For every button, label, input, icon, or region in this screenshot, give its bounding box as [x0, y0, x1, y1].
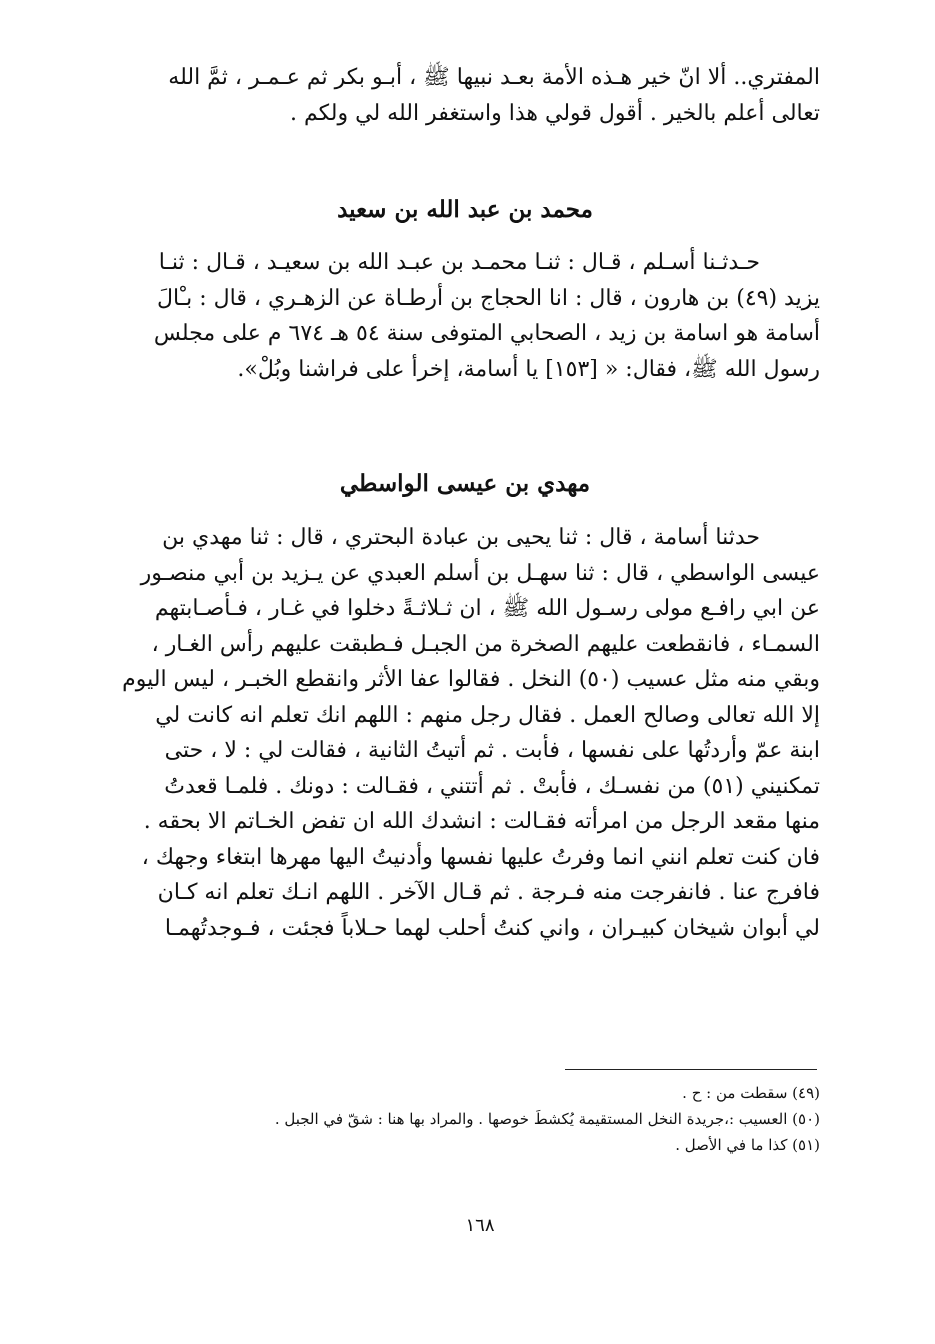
text-line: فان كنت تعلم انني انما وفرتُ عليها نفسها وأدنيتُ اليها مهرها ابتغاء وجهك ،: [141, 844, 820, 870]
section-heading: محمد بن عبد الله بن سعيد: [337, 196, 593, 223]
text-line: تمكنيني (٥١) من نفسـك ، فأبتْ . ثم أتتني ، فقـالت : دونك . فلمـا قعدتُ: [164, 773, 820, 799]
section-paragraph: [110, 245, 820, 387]
footnote: (٥١) كذا ما في الأصل .: [675, 1136, 820, 1154]
footnotes: [180, 1080, 820, 1158]
text-line: رسول الله ﷺ، فقال: « [١٥٣] يا أسامة، إخرأ على فراشنا وبُلْ».: [237, 356, 820, 382]
section-heading: مهدي بن عيسى الواسطي: [339, 470, 591, 497]
intro-paragraph: [110, 60, 820, 131]
text-line: السمـاء ، فانقطعت عليهم الصخرة من الجبـل فـطبقت عليهم رأس الغـار ،: [151, 631, 820, 657]
section-paragraph: [110, 520, 820, 946]
text-line: وبقي منه مثل عسيب (٥٠) النخل . فقالوا عفا الأثر وانقطع الخبـر ، ليس اليوم: [122, 667, 820, 692]
text-line: حدثنا أسامة ، قال : ثنا يحيى بن عبادة البحتري ، قال : ثنا مهدي بن: [162, 525, 760, 550]
text-line: عن ابي رافـع مولى رسـول الله ﷺ ، ان ثـلاثـةً دخلوا في غـار ، فـأصـابتهم: [154, 596, 820, 621]
page-number: ١٦٨: [465, 1215, 495, 1236]
text-line: يزيد (٤٩) بن هارون ، قال : انا الحجاج بن أرطـاة عن الزهـري ، قال : بـْالَ: [157, 285, 820, 311]
footnote: (٥٠) العسيب :،جريدة النخل المستقيمة يُكشطَ خوصها . والمراد بها هنا : شقّ في الجبل .: [274, 1110, 820, 1128]
text-line: تعالى أعلم بالخير . أقول قولي هذا واستغفر الله لي ولكم .: [290, 100, 820, 126]
text-line: ابنة عمّ وأردتُها على نفسها ، فأبت . ثم أتيتُ الثانية ، فقالت لي : لا ، حتى: [164, 738, 820, 763]
text-line: منها مقعد الرجل من امرأته فقـالت : انشدك الله ان تفض الخـاتم الا بحقه .: [143, 809, 820, 834]
text-line: فافرج عنا . فانفرجت منه فـرجة . ثم قـال الآخر . اللهم انـك تعلم انه كـان: [157, 880, 820, 905]
text-line: عيسى الواسطي ، قال : ثنا سهـل بن أسلم العبدي عن يـزيد بن أبي منصـور: [140, 560, 820, 586]
text-line: إلا الله تعالى وصالح العمل . فقال رجل منهم : اللهم انك تعلم انه كانت لي: [155, 702, 820, 728]
text-line: حـدثـنا أسـلم ، قـال : ثنـا محمـد بن عبـد الله بن سعيـد ، قـال : ثنـا: [158, 250, 760, 275]
text-line: أسامة هو اسامة بن زيد ، الصحابي المتوفى سنة ٥٤ هـ ٦٧٤ م على مجلس: [153, 321, 820, 346]
footnote: (٤٩) سقطت من : ح .: [682, 1084, 820, 1102]
text-line: لي أبوان شيخان كبيـران ، واني كنتُ أحلب لهما حـلاباً فجئت ، فـوجدتُهمـا: [164, 915, 820, 941]
footnote-divider: [565, 1069, 817, 1070]
text-line: المفتري.. ألا انّ خير هـذه الأمة بعـد نبيها ﷺ ، أبـو بكر ثم عـمـر ، ثمَّ الله: [168, 65, 820, 90]
